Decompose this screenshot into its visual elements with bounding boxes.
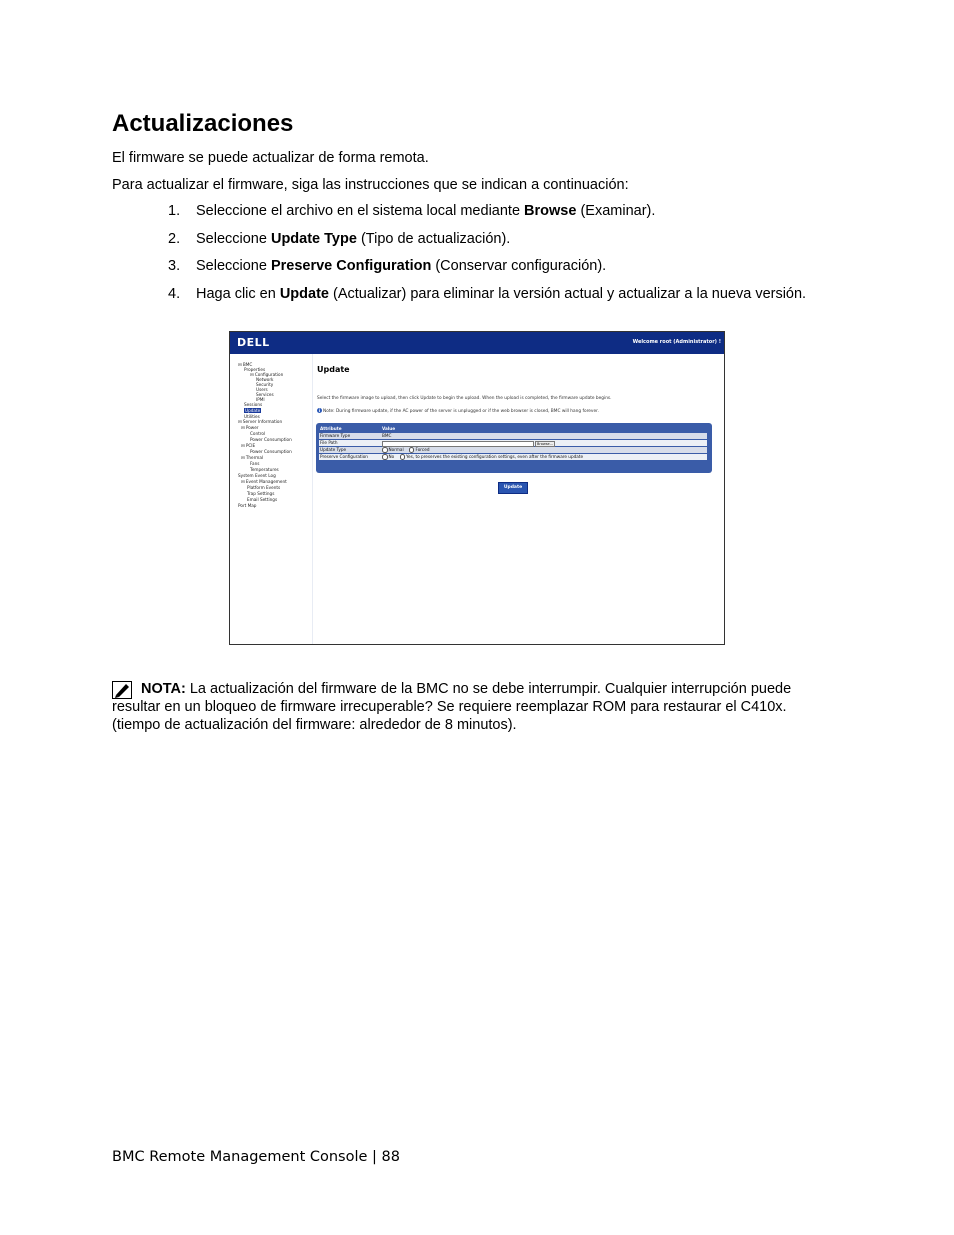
page-title: Actualizaciones [112, 110, 294, 137]
table-header: Attribute Value [319, 426, 707, 432]
nav-tree-item[interactable]: Sessions [244, 402, 263, 407]
screenshot-instruction: Select the firmware image to upload, then click Update to begin the upload. When the upload is completed, the firmware update begins. [317, 396, 612, 401]
nav-tree-item[interactable]: Email Settings [247, 497, 278, 502]
forced-radio[interactable] [409, 447, 415, 453]
nav-tree-item[interactable]: Fans [250, 461, 260, 466]
nav-tree-item[interactable]: ⊟ Thermal [241, 455, 264, 460]
update-page-screenshot [229, 331, 725, 645]
nav-tree-item[interactable]: Utilities [244, 414, 260, 419]
page-footer: BMC Remote Management Console | 88 [112, 1149, 400, 1165]
update-button[interactable]: Update [498, 482, 528, 494]
preserve-yes-radio[interactable] [400, 454, 406, 460]
instructions-text: Para actualizar el firmware, siga las instrucciones que se indican a continuación: [112, 177, 629, 193]
nav-tree-item[interactable]: Control [250, 431, 266, 436]
intro-text: El firmware se puede actualizar de forma remota. [112, 150, 429, 166]
screenshot-note: i Note: During firmware update, if the AC power of the server is unplugged or if the web browser is closed, BMC will hang forever. [318, 408, 599, 414]
nav-tree-item[interactable]: Power Consumption [250, 449, 292, 454]
nav-tree-item[interactable]: Users [256, 387, 268, 392]
table-row: Update Type Normal Forced [319, 447, 707, 453]
nav-tree-item[interactable]: Properties [244, 367, 266, 372]
nav-tree-item[interactable]: Services [256, 392, 274, 397]
nav-tree-item[interactable]: ⊟ BMC [238, 362, 253, 367]
note-label: NOTA: [141, 681, 186, 697]
nav-tree-item[interactable]: Power Consumption [250, 437, 292, 442]
steps-list [168, 203, 806, 313]
nav-tree-item[interactable]: Update [245, 408, 261, 413]
nav-tree-item[interactable]: Platform Events [247, 485, 281, 490]
nav-tree-item[interactable]: Security [256, 382, 274, 387]
nav-tree-item[interactable]: ⊟ Configuration [250, 372, 284, 377]
table-row: File Path Browse... [319, 440, 707, 446]
dell-logo: DELL [237, 336, 270, 349]
nav-tree-item[interactable]: ⊟ Event Management [241, 479, 287, 484]
nav-tree-item[interactable]: ⊟ Server Information [238, 419, 283, 424]
browse-button[interactable]: Browse... [536, 441, 554, 446]
normal-radio[interactable] [382, 447, 388, 453]
table-row: Firmware Type BMC [319, 433, 707, 439]
update-table [316, 423, 712, 473]
step-item: 1. Seleccione el archivo en el sistema local mediante Browse (Examinar). [168, 203, 656, 219]
nav-tree-item[interactable]: Network [256, 377, 274, 382]
note-paragraph: NOTA: La actualización del firmware de la BMC no se debe interrumpir. Cualquier interrupción puede resultar en un bloqueo de firmware irrecuperable? Se requiere reemplazar ROM para restaurar el C410x. (tiempo de actualización del firmware: alrededor de 8 minutos). [112, 681, 792, 733]
step-item: 2. Seleccione Update Type (Tipo de actualización). [168, 230, 511, 247]
table-row: Preserve Configuration No Yes, to preserves the existing configuration settings, even after the firmware update [319, 454, 707, 460]
screenshot-header [230, 332, 724, 354]
step-item: 3. Seleccione Preserve Configuration (Conservar configuración). [168, 258, 607, 274]
step-item: 4. Haga clic en Update (Actualizar) para eliminar la versión actual y actualizar a la nueva versión. [168, 285, 807, 302]
preserve-no-radio[interactable] [382, 454, 388, 460]
screenshot-title: Update [317, 365, 350, 374]
nav-tree-item[interactable]: Trap Settings [247, 491, 275, 496]
nav-tree-item[interactable]: ⊟ PCIE [241, 443, 256, 448]
nav-tree-item[interactable]: Temperatures [250, 467, 279, 472]
nav-tree-item[interactable]: ⊟ Power [241, 425, 259, 430]
nav-tree-item[interactable]: Port Map [238, 503, 257, 508]
nav-tree-item[interactable]: System Event Log [238, 473, 276, 478]
nav-tree-item[interactable]: IPMI [256, 397, 265, 402]
info-icon: i [318, 408, 321, 413]
welcome-text: Welcome root (Administrator) ! [632, 339, 721, 345]
